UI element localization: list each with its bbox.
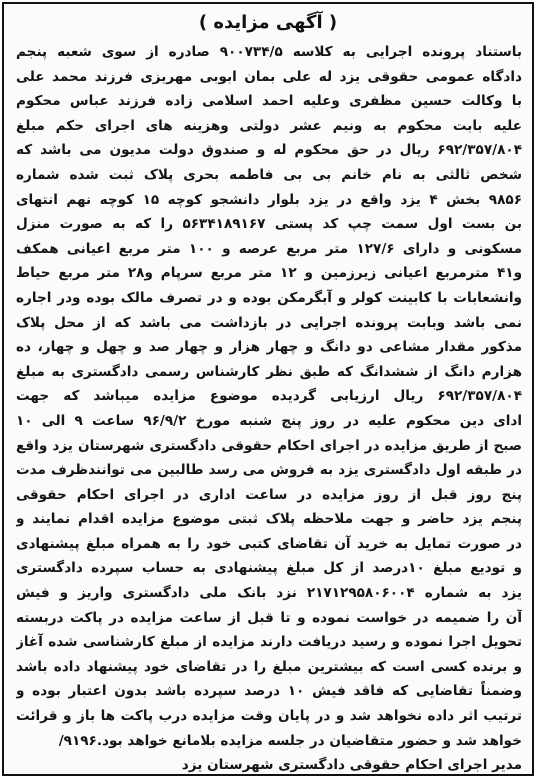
notice-line: ۶۹۲/۳۵۷/۸۰۴ ریال در حق محکوم له و صندوق دولت مدیون می باشد که [16,142,522,159]
notice-line: شخص ثالثی به نام خانم بی بی فاطمه بحری پلاک ثبت شده شماره [16,166,522,183]
notice-line: وضمناً تقاضایی که فاقد فیش ۱۰ درصد سپرده باشد بدون اعتبار بوده و [16,683,522,700]
notice-line: تحویل اجرا نموده و رسید دریافت دارند مزایده از مبلغ کارشناسی شده آغاز [16,634,522,651]
notice-line: باستناد پرونده اجرایی به کلاسه ۹۰۰۷۳۴/۵ صادره از سوی شعبه پنجم [16,44,522,60]
notice-line: صبح از طریق مزایده در اجرای احکام حقوقی دادگستری شهرستان یزد واقع [16,437,522,454]
notice-line: نمی باشد وبابت پرونده اجرایی در بازداشت می باشد که از محل پلاک [16,314,522,331]
notice-line: در صورت تمایل به خرید آن تقاضای کتبی خود را به همراه مبلغ پیشنهادی [16,535,522,552]
notice-line: دادگاه عمومی حقوقی یزد له علی بمان ابوبی مهریزی فرزند محمد علی [16,68,522,85]
notice-line: ۹۸۵۶ بخش ۴ یزد واقع در یزد بلوار دانشجو کوچه ۱۵ کوچه نهم انتهای [16,191,522,208]
notice-line: پنج روز قبل از روز مزایده در ساعت اداری در اجرای احکام حقوقی [16,486,522,503]
notice-line: آن را ضمیمه در خواست نموده و تا قبل از ساعت مزایده در پاکت دربسته [16,609,522,626]
notice-line: هزارم دانگ از ششدانگ که طبق نظر کارشناس رسمی دادگستری به مبلغ [16,363,522,380]
notice-line: مذکور مقدار مشاعی دو دانگ و چهار هزار و چهار صد و چهل و چهار، ده [16,339,522,356]
notice-line: علیه بابت محکوم به ونیم عشر دولتی وهزینه های اجرای حکم مبلغ [16,117,522,134]
notice-line: با وکالت حسین مظفری وعلیه احمد اسلامی زاده فرزند عباس محکوم [16,93,522,110]
notice-line: در طبقه اول دادگستری یزد به فروش می رسد طالبین می توانندظرف مدت [16,462,522,479]
notice-line: خواهد شد و حضور متقاضیان در جلسه مزایده بلامانع خواهد بود.۹۱۹۶/ [58,732,522,749]
notice-line: مسکونی و دارای ۱۲۷/۶ متر مربع عرصه و ۱۰۰ متر مربع اعیانی همکف [16,240,522,257]
notice-line: ۶۹۲/۳۵۷/۸۰۴ ریال ارزیابی گردیده موضوع مزایده میباشد که جهت [16,388,522,405]
notice-line: بن بست اول سمت چپ کد پستی ۵۶۳۴۱۸۹۱۶۷ را که به صورت منزل [16,216,522,233]
notice-line: وانشعابات با کابینت کولر و آبگرمکن بوده و در تصرف مالک بوده ودر اجاره [16,289,522,306]
notice-line: و تودیع مبلغ ۱۰درصد از کل مبلغ پیشنهادی به حساب سپرده دادگستری [16,560,522,577]
notice-line: ادای دین محکوم علیه در روز پنج شنبه مورخ ۹۶/۹/۲ ساعت ۹ الی ۱۰ [16,412,522,429]
auction-notice [2,2,534,776]
notice-line: یزد به شماره ۲۱۷۱۲۹۵۸۰۶۰۰۴ نزد بانک ملی دادگستری واریز و فیش [16,585,522,602]
notice-signature: مدیر اجرای احکام حقوقی دادگستری شهرستان یزد [181,757,522,774]
notice-line: و۴۱ مترمربع اعیانی زیرزمین و ۱۲ متر مربع سرپام و۲۸ متر مربع حیاط [16,265,522,282]
notice-body [16,40,522,774]
notice-line: و برنده کسی است که بیشترین مبلغ را در تقاضای خود پیشنهاد داده باشد [16,658,522,675]
notice-line: پنجم یزد حاضر و جهت ملاحظه پلاک ثبتی موضوع مزایده اقدام نمایند و [16,511,522,528]
notice-line: ترتیب اثر داده نخواهد شد و در پایان وقت مزایده درب پاکت ها باز و قرائت [16,708,522,725]
notice-title: ( آگهی مزایده ) [198,12,338,33]
